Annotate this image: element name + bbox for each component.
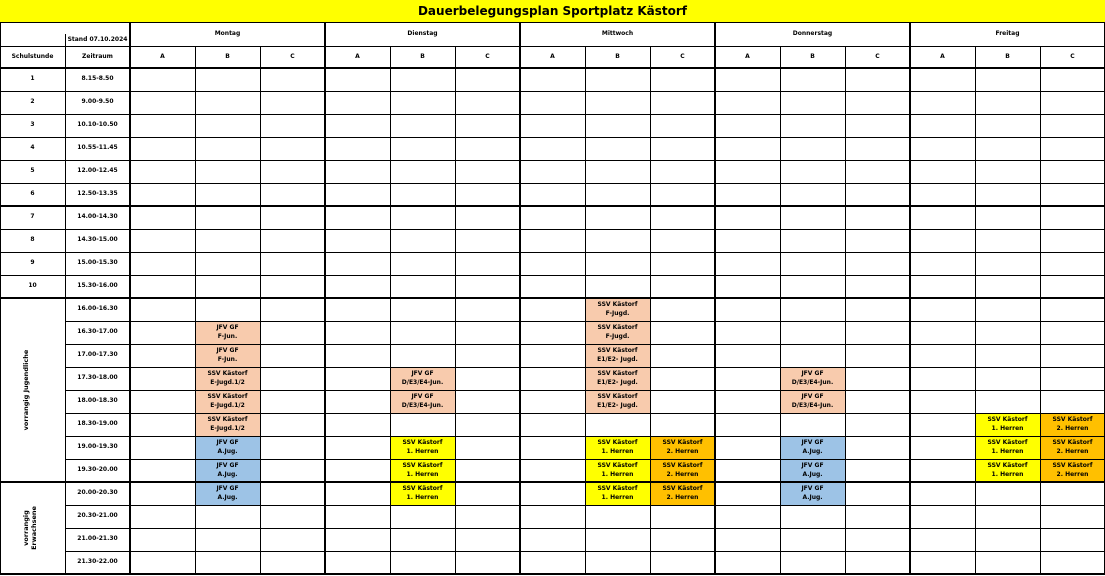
cell-text: 14.30-15.00 [77,236,118,244]
sub-column-header [1040,46,1105,68]
cell-text: SSV Kästorf [597,393,638,401]
cell-text: 15.30-16.00 [77,282,118,290]
cell-text: 20.30-21.00 [77,512,118,520]
cell-text: Freitag [995,30,1020,38]
row-time [65,91,130,114]
row-time [65,390,130,413]
grid-line [0,46,1105,47]
cell-text: E1/E2- Jugd. [597,401,638,409]
grid-line [0,297,1105,299]
cell-text: E-Jugd.1/2 [210,378,245,386]
grid-line [65,459,1105,460]
cell-text: 2. Herren [666,493,699,501]
cell-text: SSV Kästorf [597,439,638,447]
row-number [0,252,65,275]
booking-cell[interactable] [585,321,650,344]
group-label-line: vorrangig Jugendliche [22,349,30,431]
row-time [65,183,130,206]
day-header [910,23,1105,46]
cell-text: 3 [30,121,35,129]
row-time [65,298,130,321]
row-time [65,137,130,160]
sub-column-header [325,46,390,68]
cell-text: SSV Kästorf [987,439,1028,447]
cell-text: 12.50-13.35 [77,190,118,198]
cell-text: 19.00-19.30 [77,443,118,451]
row-number [0,229,65,252]
booking-cell[interactable] [195,367,260,390]
cell-text: 21.00-21.30 [77,535,118,543]
cell-text: JFV GF [411,370,434,378]
grid-line [65,321,1105,322]
booking-cell[interactable] [390,390,455,413]
cell-text: F-Jun. [217,332,238,340]
row-time [65,229,130,252]
grid-line [975,46,976,574]
row-time [65,413,130,436]
group-label-line: vorrangig [22,510,30,546]
cell-text: 8 [30,236,35,244]
cell-text: A [550,52,555,60]
row-time [65,436,130,459]
grid-line [260,46,261,574]
booking-cell[interactable] [780,482,845,505]
grid-line [65,505,1105,506]
row-time [65,321,130,344]
cell-text: 19.30-20.00 [77,466,118,474]
cell-text: SSV Kästorf [597,485,638,493]
grid-line [0,275,1105,276]
row-time [65,459,130,482]
booking-cell[interactable] [780,436,845,459]
row-number [0,160,65,183]
cell-text: SSV Kästorf [1052,416,1093,424]
row-group-label [22,298,42,482]
grid-line [65,34,66,574]
cell-text: A [355,52,360,60]
row-time [65,551,130,574]
cell-text: 18.30-19.00 [77,420,118,428]
sub-column-header [975,46,1040,68]
cell-text: 1. Herren [406,447,439,455]
cell-text: SSV Kästorf [987,462,1028,470]
booking-cell[interactable] [975,413,1040,436]
grid-line [0,481,1105,483]
grid-line [65,551,1105,552]
cell-text: 17.30-18.00 [77,374,118,382]
cell-text: 2 [30,98,35,106]
cell-text: A.Jug. [217,493,238,501]
cell-text: E-Jugd.1/2 [210,424,245,432]
cell-text: Mittwoch [601,30,634,38]
grid-line [650,46,651,574]
cell-text: SSV Kästorf [207,393,248,401]
sub-column-header [650,46,715,68]
cell-text: 1 [30,75,35,83]
cell-text: JFV GF [411,393,434,401]
cell-text: E1/E2- Jugd. [597,378,638,386]
booking-cell[interactable] [975,459,1040,482]
cell-text: 2. Herren [1056,470,1089,478]
grid-line [585,46,586,574]
booking-cell[interactable] [390,482,455,505]
cell-text: 10.10-10.50 [77,121,118,129]
booking-cell[interactable] [585,298,650,321]
booking-cell[interactable] [650,436,715,459]
cell-text: A.Jug. [217,447,238,455]
cell-text: A.Jug. [802,470,823,478]
cell-text: JFV GF [216,347,239,355]
booking-cell[interactable] [780,390,845,413]
grid-line [0,183,1105,184]
sheet-title: Dauerbelegungsplan Sportplatz Kästorf [0,0,1105,23]
cell-text: SSV Kästorf [1052,462,1093,470]
cell-text: 1. Herren [601,447,634,455]
cell-text: 20.00-20.30 [77,489,118,497]
cell-text: JFV GF [216,462,239,470]
booking-cell[interactable] [650,482,715,505]
cell-text: 10 [28,282,37,290]
row-number [0,68,65,91]
cell-text: JFV GF [801,439,824,447]
cell-text: B [615,52,620,60]
grid-line [390,46,391,574]
cell-text: 1. Herren [601,493,634,501]
cell-text: JFV GF [801,462,824,470]
cell-text: C [1070,52,1075,60]
row-time [65,252,130,275]
cell-text: SSV Kästorf [207,370,248,378]
cell-text: SSV Kästorf [402,462,443,470]
row-number [0,183,65,206]
cell-text: JFV GF [216,324,239,332]
cell-text: F-Jugd. [605,309,630,317]
cell-text: A [745,52,750,60]
cell-text: 9.00-9.50 [81,98,114,106]
cell-text: 16.30-17.00 [77,328,118,336]
day-header [520,23,715,46]
cell-text: SSV Kästorf [662,485,703,493]
booking-cell[interactable] [585,344,650,367]
cell-text: SSV Kästorf [402,439,443,447]
cell-text: 21.30-22.00 [77,558,118,566]
stand-date [65,34,130,46]
cell-text: A [160,52,165,60]
cell-text: 1. Herren [991,470,1024,478]
row-time [65,206,130,229]
grid-line [0,205,1105,207]
sub-column-header [715,46,780,68]
booking-cell[interactable] [780,367,845,390]
grid-line [65,413,1105,414]
cell-text: E1/E2- Jugd. [597,355,638,363]
grid-line [0,160,1105,161]
sub-column-header [845,46,910,68]
cell-text: SSV Kästorf [987,416,1028,424]
cell-text: JFV GF [801,393,824,401]
cell-text: 1. Herren [991,424,1024,432]
row-time [65,160,130,183]
grid-line [0,137,1105,138]
grid-line [65,367,1105,368]
row-group-label [22,482,42,574]
row-time [65,367,130,390]
cell-text: 6 [30,190,35,198]
cell-text: 18.00-18.30 [77,397,118,405]
booking-cell[interactable] [195,413,260,436]
cell-text: D/E3/E4-Jun. [791,378,834,386]
day-header [130,23,325,46]
row-number [0,114,65,137]
booking-cell[interactable] [650,459,715,482]
cell-text: Stand 07.10.2024 [67,35,128,43]
grid-line [1040,46,1041,574]
booking-cell[interactable] [390,436,455,459]
grid-line [0,114,1105,115]
cell-text: C [680,52,685,60]
cell-text: SSV Kästorf [597,370,638,378]
grid-line [65,528,1105,529]
cell-text: 16.00-16.30 [77,305,118,313]
cell-text: JFV GF [801,485,824,493]
booking-cell[interactable] [195,390,260,413]
grid-line [0,67,1105,69]
booking-cell[interactable] [195,459,260,482]
row-number [0,91,65,114]
cell-text: A.Jug. [802,447,823,455]
cell-text: D/E3/E4-Jun. [791,401,834,409]
cell-text: Montag [214,30,241,38]
row-time [65,114,130,137]
day-header [325,23,520,46]
booking-cell[interactable] [585,390,650,413]
cell-text: 4 [30,144,35,152]
booking-cell[interactable] [195,321,260,344]
booking-cell[interactable] [585,459,650,482]
sub-column-header [455,46,520,68]
cell-text: Donnerstag [792,30,833,38]
row-number [0,275,65,298]
cell-text: C [875,52,880,60]
cell-text: JFV GF [801,370,824,378]
booking-cell[interactable] [780,459,845,482]
row-time [65,68,130,91]
booking-cell[interactable] [585,436,650,459]
header-schulstunde [0,46,65,68]
cell-text: 8.15-8.50 [81,75,114,83]
cell-text: 7 [30,213,35,221]
cell-text: 2. Herren [666,447,699,455]
booking-cell[interactable] [195,482,260,505]
cell-text: 2. Herren [1056,424,1089,432]
grid-line [845,46,846,574]
booking-cell[interactable] [585,482,650,505]
cell-text: 9 [30,259,35,267]
sub-column-header [910,46,975,68]
cell-text: B [1005,52,1010,60]
day-header [715,23,910,46]
row-number [0,137,65,160]
booking-cell[interactable] [195,344,260,367]
sub-column-header [260,46,325,68]
cell-text: D/E3/E4-Jun. [401,378,444,386]
sub-column-header [585,46,650,68]
cell-text: 1. Herren [991,447,1024,455]
sub-column-header [780,46,845,68]
cell-text: 1. Herren [406,470,439,478]
grid-line [65,390,1105,391]
cell-text: JFV GF [216,485,239,493]
grid-line [0,573,1105,575]
sub-column-header [195,46,260,68]
cell-text: JFV GF [216,439,239,447]
row-time [65,505,130,528]
row-time [65,275,130,298]
cell-text: B [420,52,425,60]
cell-text: SSV Kästorf [597,462,638,470]
cell-text: A [940,52,945,60]
booking-cell[interactable] [390,459,455,482]
group-label-line: Erwachsene [30,506,39,550]
grid-line [65,436,1105,437]
cell-text: 17.00-17.30 [77,351,118,359]
row-number [0,206,65,229]
booking-cell[interactable] [195,436,260,459]
cell-text: D/E3/E4-Jun. [401,401,444,409]
booking-cell[interactable] [1040,459,1105,482]
booking-cell[interactable] [585,367,650,390]
cell-text: A.Jug. [802,493,823,501]
cell-text: 14.00-14.30 [77,213,118,221]
grid-line [65,344,1105,345]
cell-text: SSV Kästorf [662,439,703,447]
cell-text: C [290,52,295,60]
grid-line [0,252,1105,253]
cell-text: 15.00-15.30 [77,259,118,267]
header-zeitraum [65,46,130,68]
grid-line [195,46,196,574]
cell-text: 12.00-12.45 [77,167,118,175]
cell-text: 2. Herren [666,470,699,478]
booking-cell[interactable] [390,367,455,390]
cell-text: Zeitraum [82,52,113,60]
cell-text: 5 [30,167,35,175]
cell-text: SSV Kästorf [597,347,638,355]
cell-text: B [810,52,815,60]
cell-text: B [225,52,230,60]
grid-line [0,91,1105,92]
sub-column-header [130,46,195,68]
cell-text: 2. Herren [1056,447,1089,455]
cell-text: SSV Kästorf [402,485,443,493]
sub-column-header [520,46,585,68]
cell-text: F-Jun. [217,355,238,363]
cell-text: SSV Kästorf [207,416,248,424]
grid-line [455,46,456,574]
row-time [65,482,130,505]
cell-text: Schulstunde [11,52,54,60]
cell-text: 1. Herren [406,493,439,501]
cell-text: SSV Kästorf [597,301,638,309]
booking-cell[interactable] [1040,413,1105,436]
cell-text: 10.55-11.45 [77,144,118,152]
grid-line [780,46,781,574]
cell-text: Dienstag [407,30,438,38]
cell-text: C [485,52,490,60]
schedule-grid [0,23,1105,576]
cell-text: SSV Kästorf [1052,439,1093,447]
cell-text: SSV Kästorf [597,324,638,332]
cell-text: A.Jug. [217,470,238,478]
cell-text: SSV Kästorf [662,462,703,470]
cell-text: 1. Herren [601,470,634,478]
booking-cell[interactable] [1040,436,1105,459]
cell-text: F-Jugd. [605,332,630,340]
row-time [65,344,130,367]
sub-column-header [390,46,455,68]
booking-cell[interactable] [975,436,1040,459]
cell-text: E-Jugd.1/2 [210,401,245,409]
row-time [65,528,130,551]
grid-line [0,229,1105,230]
